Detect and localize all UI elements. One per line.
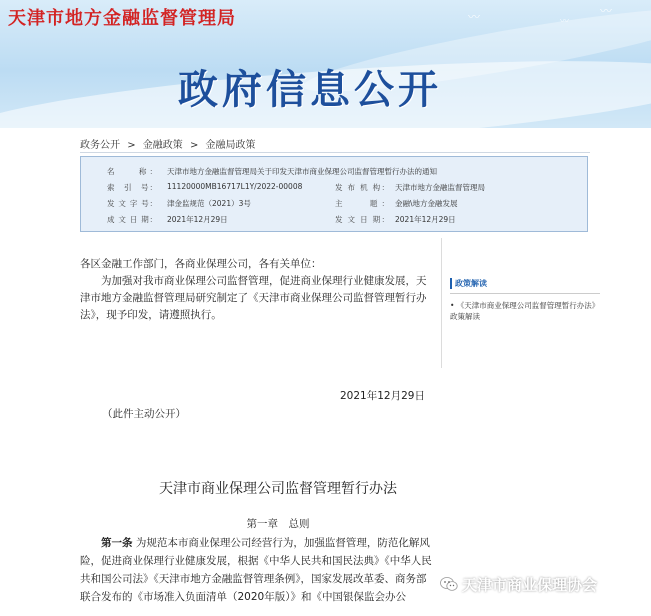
header-banner [0,0,651,128]
index-value: 11120000MB16717L1Y/2022-00008 [167,182,303,191]
publisher-label: 发 布 机 构： [335,183,389,192]
bird-icon: 〰 [560,17,570,27]
breadcrumb-separator: > [127,140,136,151]
breadcrumb-item-gov-open[interactable]: 政务公开 [80,140,120,151]
document-info-table [80,156,588,232]
issued-date-value: 2021年12月29日 [395,215,456,224]
info-row-dates [81,214,587,228]
article-text: 为规范本市商业保理公司经营行为，加强监督管理，防范化解风险，促进商业保理行业健康发展，根据《中华人民共和国民法典》《中华人民共和国公司法》《天津市地方金融监督管理条例》，国家发展改革委、商务部联合发布的《市场准入负面清单（2020年版）》和《中国银保监会办公 [80,537,432,603]
banner-title: 政府信息公开 [178,67,442,113]
article-one [80,534,436,606]
info-row-name [81,166,587,180]
notice-paragraph: 为加强对我市商业保理公司监督管理，促进商业保理行业健康发展，天津市地方金融监督管理局研究制定了《天津市商业保理公司监督管理暂行办法》，现予印发，请遵照执行。 [80,275,427,321]
article-number: 第一条 [101,537,133,549]
breadcrumb-separator: > [189,140,199,151]
name-label: 名 称： [107,167,157,176]
created-date-value: 2021年12月29日 [167,215,228,224]
info-row-docno [81,198,587,212]
wechat-icon [440,576,458,592]
created-date-label: 成 文 日 期： [107,215,157,224]
issued-date-label: 发 文 日 期： [335,215,389,224]
publisher-value: 天津市地方金融监督管理局 [395,183,485,192]
policy-interpretation-heading: 政策解读 [450,278,600,289]
topic-label: 主 题： [335,199,389,208]
index-label: 索 引 号： [107,183,157,192]
watermark-text: 天津市商业保理协会 [462,576,598,594]
doc-no-label: 发 文 字 号： [107,199,157,208]
public-note: （此件主动公开） [102,408,186,420]
info-row-index [81,182,587,196]
bird-icon: 〰 [600,4,613,18]
chapter-heading: 第一章 总则 [246,518,310,530]
policy-interpretation-panel [450,278,600,322]
breadcrumb [80,136,260,151]
breadcrumb-item-bureau-policy[interactable]: 金融局政策 [205,140,256,151]
content-divider [441,238,442,368]
bird-icon: 〰 [468,10,481,24]
regulation-title: 天津市商业保理公司监督管理暂行办法 [159,481,397,497]
breadcrumb-divider [80,152,590,153]
breadcrumb-item-finance-policy[interactable]: 金融政策 [142,140,183,151]
document-date: 2021年12月29日 [340,390,425,402]
sidebar-divider [450,293,600,294]
topic-value: 金融\地方金融发展 [395,199,458,208]
salutation: 各区金融工作部门，各商业保理公司，各有关单位： [80,258,322,270]
site-title[interactable]: 天津市地方金融监督管理局 [8,8,236,29]
policy-interpretation-link[interactable]: • 《天津市商业保理公司监督管理暂行办法》政策解读 [450,301,600,321]
name-value: 天津市地方金融监督管理局关于印发天津市商业保理公司监督管理暂行办法的通知 [167,167,437,176]
doc-no-value: 津金监规范（2021）3号 [167,199,251,208]
